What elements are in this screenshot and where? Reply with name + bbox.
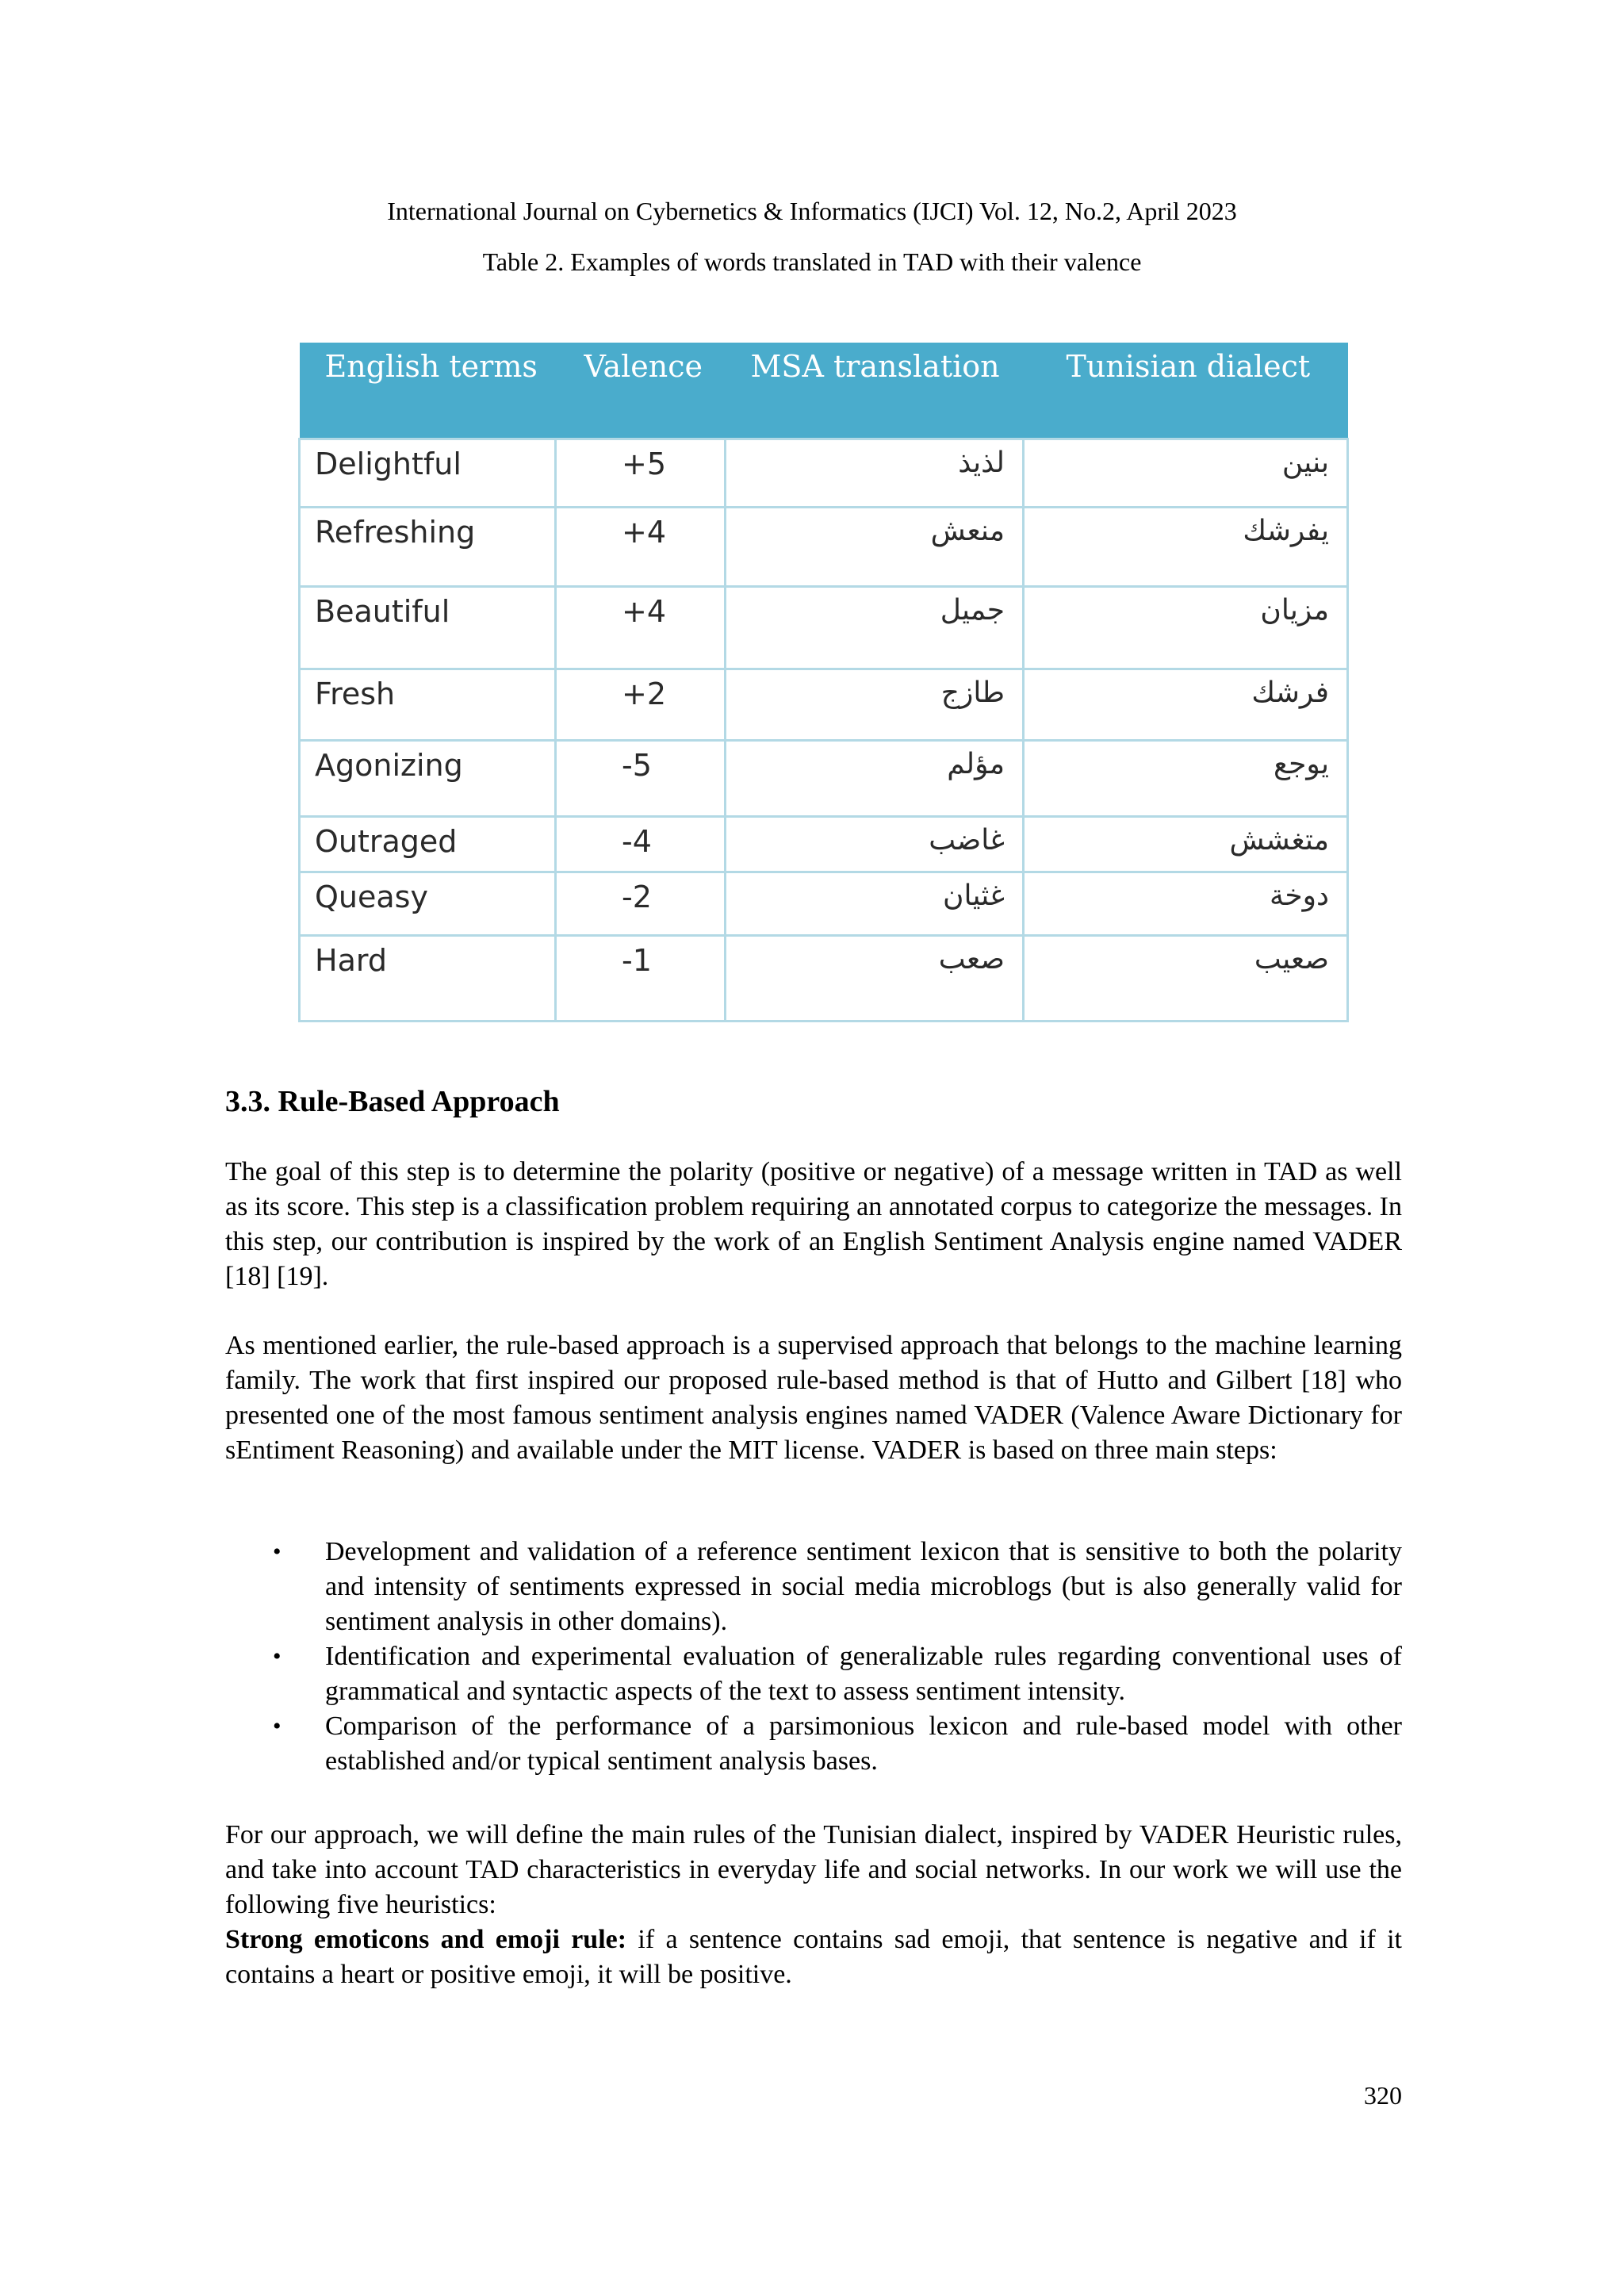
table-header-row [300, 343, 1348, 439]
cell-msa: مؤلم [726, 741, 1024, 817]
cell-tunisian: مزيان [1024, 587, 1348, 669]
cell-tunisian: متغشش [1024, 817, 1348, 872]
table-caption: Table 2. Examples of words translated in TAD with their valence [482, 247, 1142, 276]
bullet-list [225, 1535, 1402, 1779]
bullet-icon: • [273, 1713, 282, 1739]
column-header-msa-translation: MSA translation [726, 343, 1024, 439]
cell-tunisian: دوخة [1024, 872, 1348, 936]
paragraph-2: As mentioned earlier, the rule-based approach is a supervised approach that belongs to the machine learning family. The work that first inspired our proposed rule-based method is that of Hutto and Gilbert [18] who presented one of the most famous sentiment analysis engines named VADER (Valence Aware Dictionary for sEntiment Reasoning) and available under the MIT license. VADER is based on three main steps: [225, 1331, 1402, 1465]
cell-msa: منعش [726, 508, 1024, 587]
cell-valence: -4 [556, 817, 726, 872]
cell-tunisian: يوجع [1024, 741, 1348, 817]
cell-valence: -2 [556, 872, 726, 936]
table-row [300, 817, 1348, 872]
list-item [225, 1709, 1402, 1779]
list-item-text: Comparison of the performance of a parsimonious lexicon and rule-based model with other established and/or typical sentiment analysis bases. [325, 1711, 1402, 1776]
cell-valence: +2 [556, 669, 726, 741]
cell-valence: +4 [556, 587, 726, 669]
paragraph-3: For our approach, we will define the main rules of the Tunisian dialect, inspired by VADER Heuristic rules, and take into account TAD characteristics in everyday life and social networks. In our work we will use the following five heuristics: [225, 1820, 1402, 1919]
table-row [300, 587, 1348, 669]
table-row [300, 872, 1348, 936]
column-header-valence: Valence [556, 343, 726, 439]
cell-term: Beautiful [300, 587, 556, 669]
cell-msa: لذيذ [726, 439, 1024, 508]
bullet-icon: • [273, 1643, 282, 1669]
list-item-text: Development and validation of a reference sentiment lexicon that is sensitive to both the polarity and intensity of sentiments expressed in social media microblogs (but is also generally valid for sentiment analysis in other domains). [325, 1537, 1402, 1636]
paragraph-1: The goal of this step is to determine the polarity (positive or negative) of a message written in TAD as well as its score. This step is a classification problem requiring an annotated corpus to categorize the messages. In this step, our contribution is inspired by the work of an English Sentiment Analysis engine named VADER [18] [19]. [225, 1157, 1402, 1291]
cell-msa: صعب [726, 936, 1024, 1022]
rule-label: Strong emoticons and emoji rule: [225, 1925, 627, 1954]
list-item-text: Identification and experimental evaluation of generalizable rules regarding conventional uses of grammatical and syntactic aspects of the text to assess sentiment intensity. [325, 1642, 1402, 1706]
cell-term: Delightful [300, 439, 556, 508]
cell-msa: جميل [726, 587, 1024, 669]
cell-msa: غاضب [726, 817, 1024, 872]
cell-term: Outraged [300, 817, 556, 872]
table-row [300, 741, 1348, 817]
list-item [225, 1639, 1402, 1709]
table-row [300, 439, 1348, 508]
cell-valence: +5 [556, 439, 726, 508]
list-item [225, 1535, 1402, 1639]
cell-tunisian: صعيب [1024, 936, 1348, 1022]
journal-header: International Journal on Cybernetics & Informatics (IJCI) Vol. 12, No.2, April 2023 [387, 197, 1237, 225]
paragraph-4 [225, 1922, 1402, 1992]
cell-valence: -5 [556, 741, 726, 817]
cell-valence: -1 [556, 936, 726, 1022]
valence-table [298, 343, 1349, 1022]
cell-msa: غثيان [726, 872, 1024, 936]
column-header-tunisian-dialect: Tunisian dialect [1024, 343, 1348, 439]
cell-tunisian: يفرشك [1024, 508, 1348, 587]
cell-term: Fresh [300, 669, 556, 741]
bullet-icon: • [273, 1539, 282, 1565]
cell-msa: طازج [726, 669, 1024, 741]
page-number: 320 [1364, 2081, 1402, 2110]
column-header-english-terms: English terms [300, 343, 556, 439]
rule-text: if a sentence contains sad emoji, that sentence is negative and if it contains a heart or positive emoji, it will be positive. [225, 1925, 1403, 1989]
table-row [300, 508, 1348, 587]
cell-tunisian: فرشك [1024, 669, 1348, 741]
cell-term: Refreshing [300, 508, 556, 587]
cell-tunisian: بنين [1024, 439, 1348, 508]
table-row [300, 936, 1348, 1022]
cell-valence: +4 [556, 508, 726, 587]
cell-term: Hard [300, 936, 556, 1022]
cell-term: Queasy [300, 872, 556, 936]
section-heading: 3.3. Rule-Based Approach [225, 1085, 560, 1118]
cell-term: Agonizing [300, 741, 556, 817]
table-row [300, 669, 1348, 741]
